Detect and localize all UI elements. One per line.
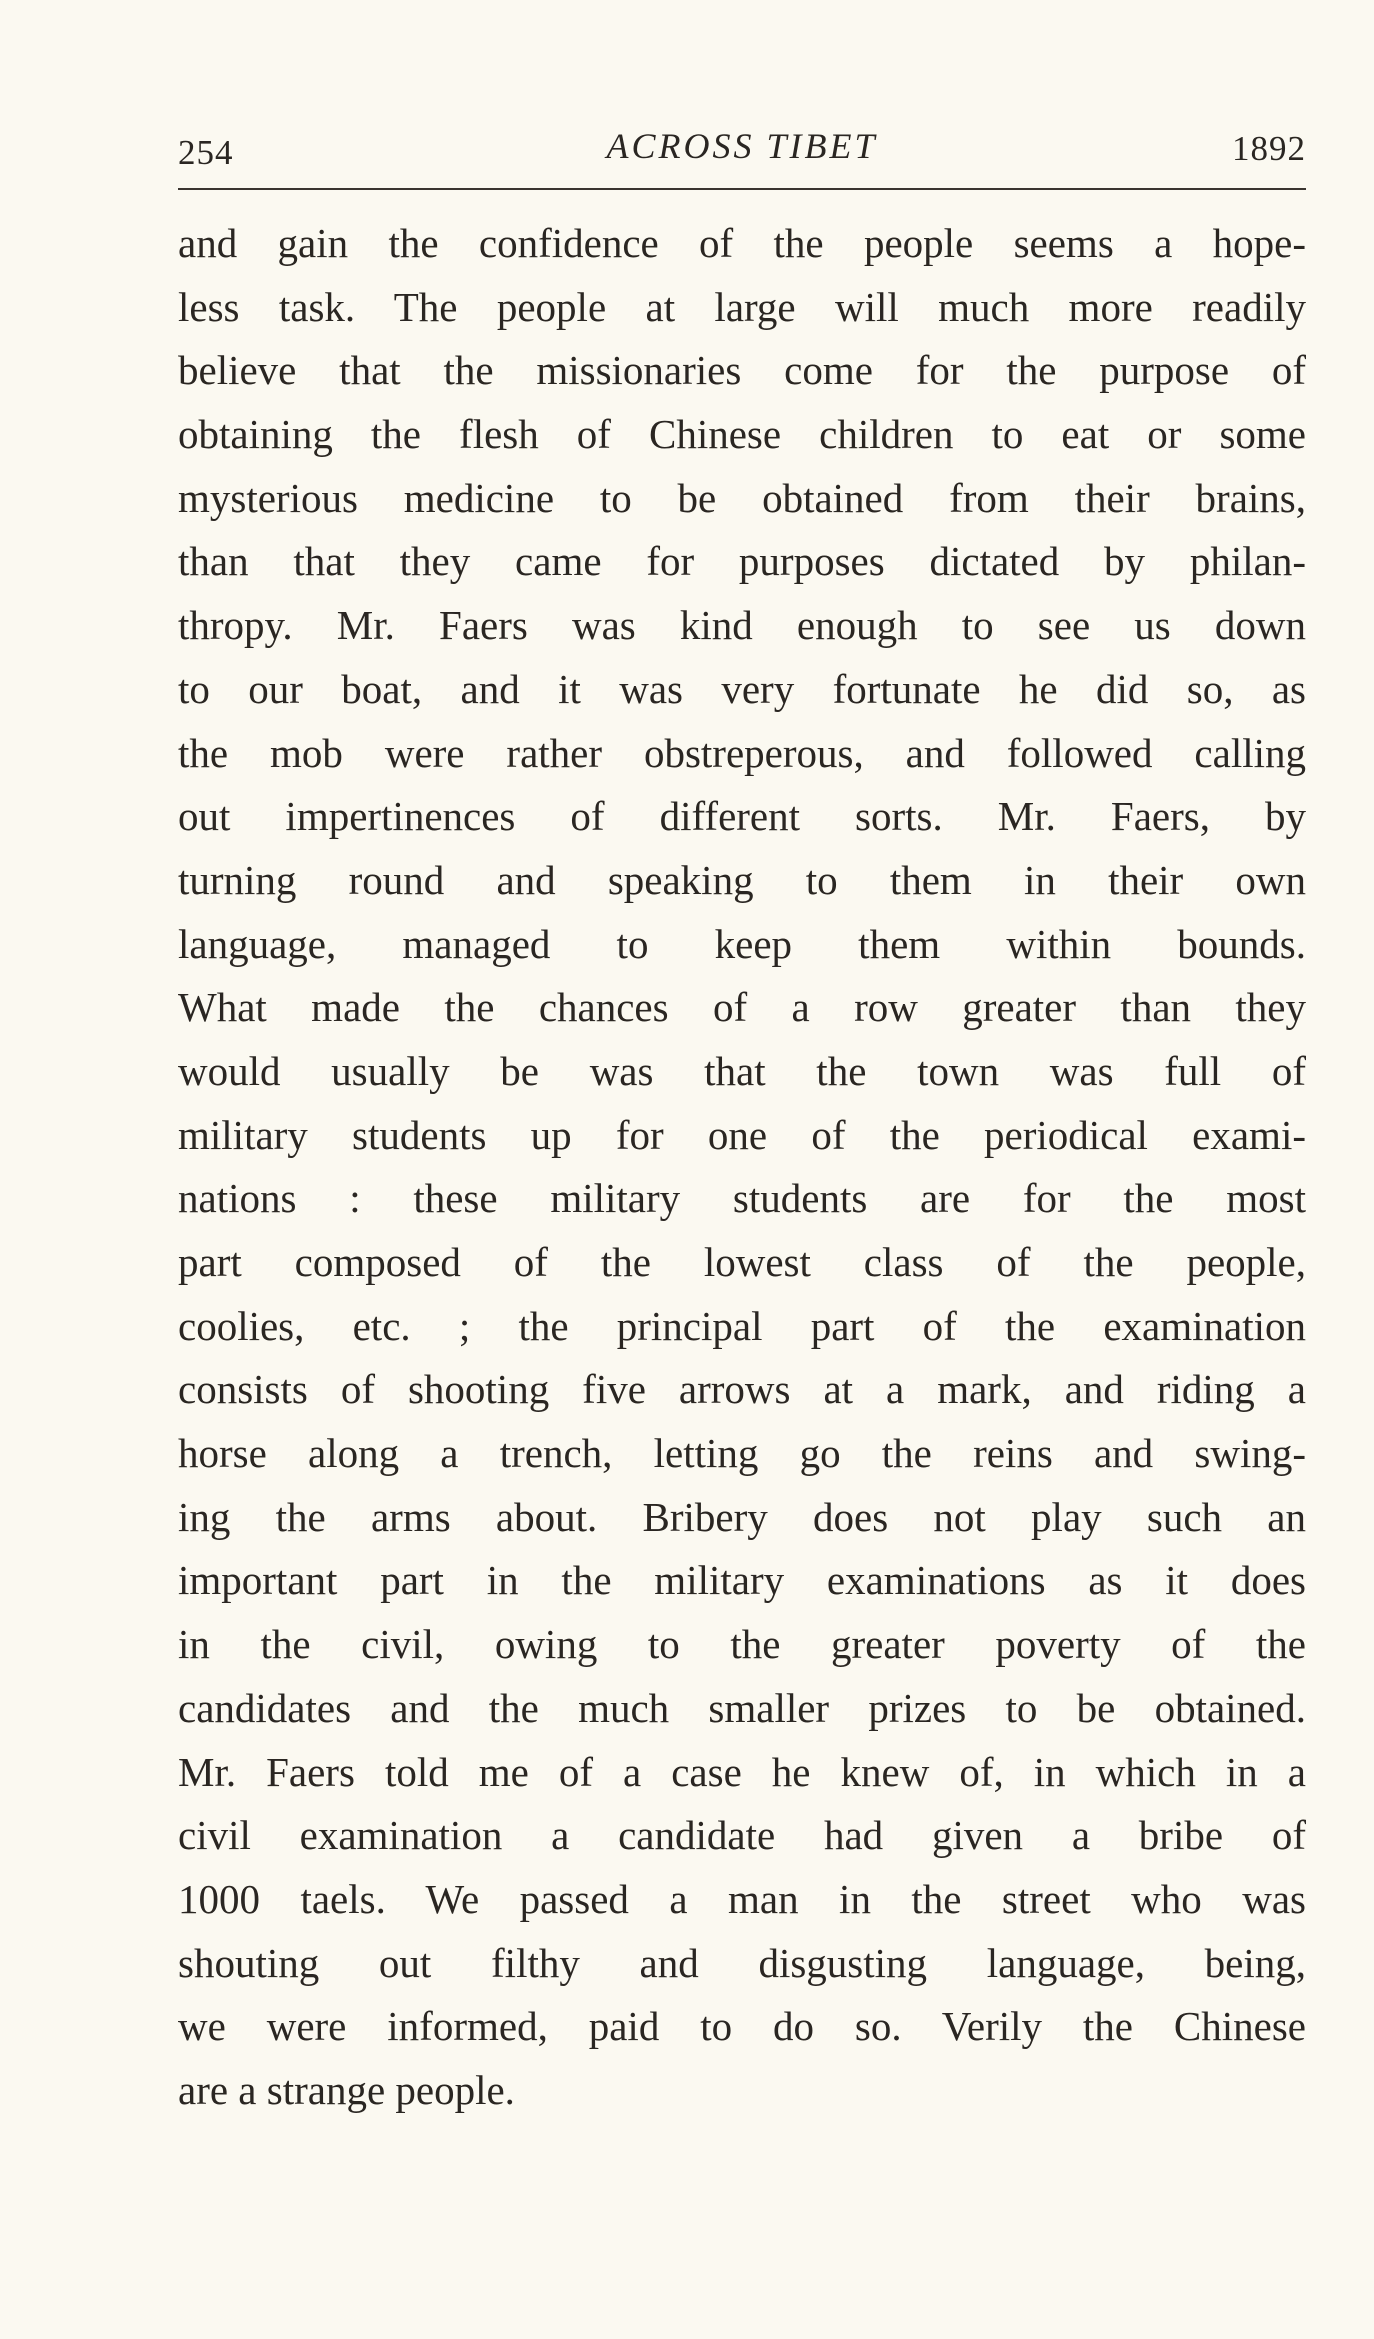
page-number: 254 [178,133,234,172]
text-line: to our boat, and it was very fortunate he did so, as [178,665,1306,712]
text-line: out impertinences of different sorts. Mr. Faers, by [178,793,1306,840]
running-head [178,125,1306,175]
text-line: coolies, etc. ; the principal part of the examination [178,1302,1306,1349]
year-marker: 1892 [1232,129,1306,168]
text-line: believe that the missionaries come for the purpose of [178,347,1306,394]
text-line: in the civil, owing to the greater poverty of the [178,1621,1306,1668]
text-line: the mob were rather obstreperous, and followed calling [178,729,1306,776]
text-line: 1000 taels. We passed a man in the street who was [178,1875,1306,1922]
text-line: less task. The people at large will much more readily [178,283,1306,330]
text-line: turning round and speaking to them in their own [178,856,1306,903]
text-line: would usually be was that the town was full of [178,1047,1306,1094]
text-line: part composed of the lowest class of the people, [178,1239,1306,1285]
text-line: mysterious medicine to be obtained from their brains, [178,474,1306,521]
text-line: obtaining the flesh of Chinese children to eat or some [178,411,1306,458]
text-line: than that they came for purposes dictated by philan- [178,538,1306,585]
text-line: What made the chances of a row greater than they [178,984,1306,1031]
text-line: ing the arms about. Bribery does not play such an [178,1493,1306,1540]
running-title: ACROSS TIBET [606,126,878,166]
text-line: Mr. Faers told me of a case he knew of, in which in a [178,1748,1306,1795]
text-line: shouting out filthy and disgusting language, being, [178,1939,1306,1986]
text-line: candidates and the much smaller prizes to be obtained. [178,1684,1306,1731]
text-line: horse along a trench, letting go the reins and swing- [178,1430,1306,1477]
text-line: civil examination a candidate had given a bribe of [178,1812,1306,1859]
text-line: language, managed to keep them within bounds. [178,920,1306,967]
text-line: important part in the military examinations as it does [178,1557,1306,1604]
text-line: consists of shooting five arrows at a mark, and riding a [178,1366,1306,1413]
text-line: and gain the confidence of the people seems a hope- [178,220,1306,266]
text-line: are a strange people. [178,2066,515,2113]
text-line: we were informed, paid to do so. Verily the Chinese [178,2003,1306,2050]
text-line: thropy. Mr. Faers was kind enough to see us down [178,602,1306,649]
body-text [178,212,1306,2123]
header-rule [178,188,1306,190]
text-line: nations : these military students are for the most [178,1175,1306,1222]
text-line: military students up for one of the periodical exami- [178,1111,1306,1158]
